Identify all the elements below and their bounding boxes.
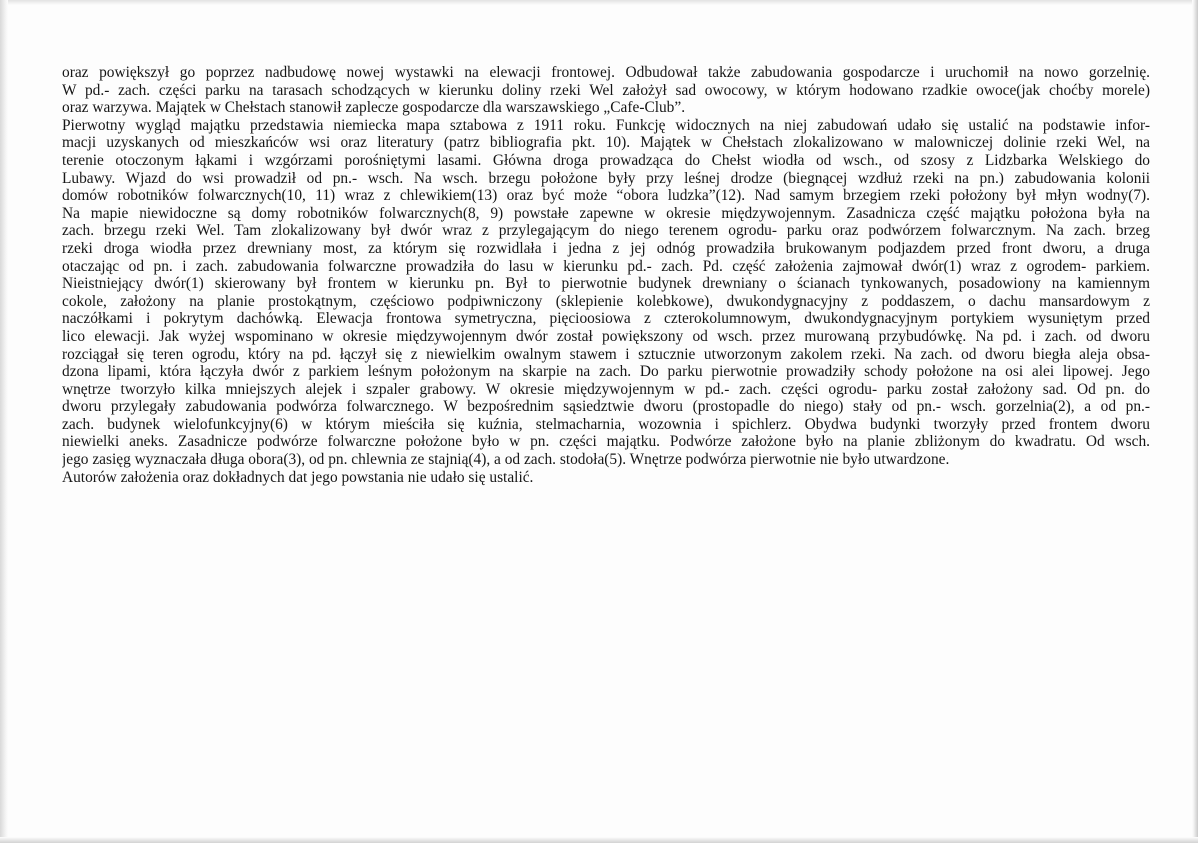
text-line: jego zasięg wyznaczała długa obora(3), od pn. chlewnia ze stajnią(4), a od zach. stodoła(5). Wnętrze podwórza pierwotnie nie było utwardzone.: [62, 451, 950, 469]
body-text: [62, 64, 1150, 486]
document-page: [62, 64, 1150, 486]
text-line: zach. brzegu rzeki Wel. Tam zlokalizowany był dwór wraz z przylegającym do niego terenem ogrodu- parku oraz podwórzem folwarcznym. Na zach. brzeg: [62, 222, 1150, 240]
text-line: macji uzyskanych od mieszkańców wsi oraz literatury (patrz bibliografia pkt. 10). Majątek w Chełstach zlokalizowano w malowniczej dolinie rzeki Wel, na: [62, 134, 1150, 152]
text-line: lico elewacji. Jak wyżej wspominano w okresie międzywojennym dwór został powiększony od wsch. przez murowaną przybudówkę. Na pd. i zach. od dworu: [62, 327, 1150, 345]
text-line: dzona lipami, która łączyła dwór z parkiem leśnym położonym na skarpie na zach. Do parku pierwotnie prowadziły schody położone na osi alei lipowej. Jego: [62, 363, 1150, 381]
text-line: Nieistniejący dwór(1) skierowany był frontem w kierunku pn. Był to pierwotnie budynek drewniany o ścianach tynkowanych, posadowiony na kamiennym: [62, 275, 1150, 293]
scan-edge-left: [0, 0, 8, 843]
scan-edge-right: [1192, 0, 1198, 843]
text-line: W pd.- zach. części parku na tarasach schodzących w kierunku doliny rzeki Wel założył sad owocowy, w którym hodowano rzadkie owoce(jak choćby morele): [62, 81, 1150, 99]
text-line: naczółkami i pokrytym dachówką. Elewacja frontowa symetryczna, pięcioosiowa z czterokolumnowym, dwukondygnacyjnym portykiem wysuniętym przed: [62, 310, 1150, 328]
text-line: rzeki droga wiodła przez drewniany most, za którym się rozwidlała i jedna z jej odnóg prowadziła brukowanym podjazdem przed front dworu, a druga: [62, 239, 1150, 257]
text-line: oraz warzywa. Majątek w Chełstach stanowił zaplecze gospodarcze dla warszawskiego „Cafe-Club”.: [62, 99, 686, 117]
scan-edge-bottom: [0, 837, 1198, 843]
scan-edge-top: [0, 0, 1198, 5]
text-line: domów robotników folwarcznych(10, 11) wraz z chlewikiem(13) oraz być może “obora ludzka”(12). Nad samym brzegiem rzeki położony był młyn wodny(7).: [62, 187, 1150, 205]
text-line: Na mapie niewidoczne są domy robotników folwarcznych(8, 9) powstałe zapewne w okresie międzywojennym. Zasadnicza część majątku położona była na: [62, 204, 1150, 222]
text-line: Autorów założenia oraz dokładnych dat jego powstania nie udało się ustalić.: [62, 468, 534, 486]
text-line: otaczając od pn. i zach. zabudowania folwarczne prowadziła do lasu w kierunku pd.- zach. Pd. część założenia zajmował dwór(1) wraz z ogrodem- parkiem.: [62, 257, 1150, 275]
text-line: zach. budynek wielofunkcyjny(6) w którym mieściła się kuźnia, stelmacharnia, wozownia i spichlerz. Obydwa budynki tworzyły przed frontem dworu: [62, 415, 1150, 433]
text-line: oraz powiększył go poprzez nadbudowę nowej wystawki na elewacji frontowej. Odbudował także zabudowania gospodarcze i uruchomił na nowo gorzelnię.: [62, 64, 1150, 81]
text-line: cokole, założony na planie prostokątnym, częściowo podpiwniczony (sklepienie kolebkowe), dwukondygnacyjny z poddaszem, o dachu mansardowym z: [62, 292, 1150, 310]
text-line: rozciągał się teren ogrodu, który na pd. łączył się z niewielkim owalnym stawem i sztucznie utworzonym zakolem rzeki. Na zach. od dworu biegła aleja obsa-: [62, 345, 1150, 363]
text-line: terenie otoczonym łąkami i wzgórzami porośniętymi lasami. Główna droga prowadząca do Chełst wiodła od wsch., od szosy z Lidzbarka Welskiego do: [62, 151, 1150, 169]
text-line: Pierwotny wygląd majątku przedstawia niemiecka mapa sztabowa z 1911 roku. Funkcję widocznych na niej zabudowań udało się ustalić na podstawie infor-: [62, 116, 1150, 134]
text-line: Lubawy. Wjazd do wsi prowadził od pn.- wsch. Na wsch. brzegu położone były przy leśnej drodze (biegnącej wzdłuż rzeki na pn.) zabudowania kolonii: [62, 169, 1150, 187]
text-line: niewielki aneks. Zasadnicze podwórze folwarczne położone było w pn. części majątku. Podwórze założone było na planie zbliżonym do kwadratu. Od wsch.: [62, 433, 1150, 451]
text-line: wnętrze tworzyło kilka mniejszych alejek i szpaler grabowy. W okresie międzywojennym w pd.- zach. części ogrodu- parku został założony sad. Od pn. do: [62, 380, 1150, 398]
text-line: dworu przylegały zabudowania podwórza folwarcznego. W bezpośrednim sąsiedztwie dworu (prostopadle do niego) stały od pn.- wsch. gorzelnia(2), a od pn.-: [62, 398, 1150, 416]
